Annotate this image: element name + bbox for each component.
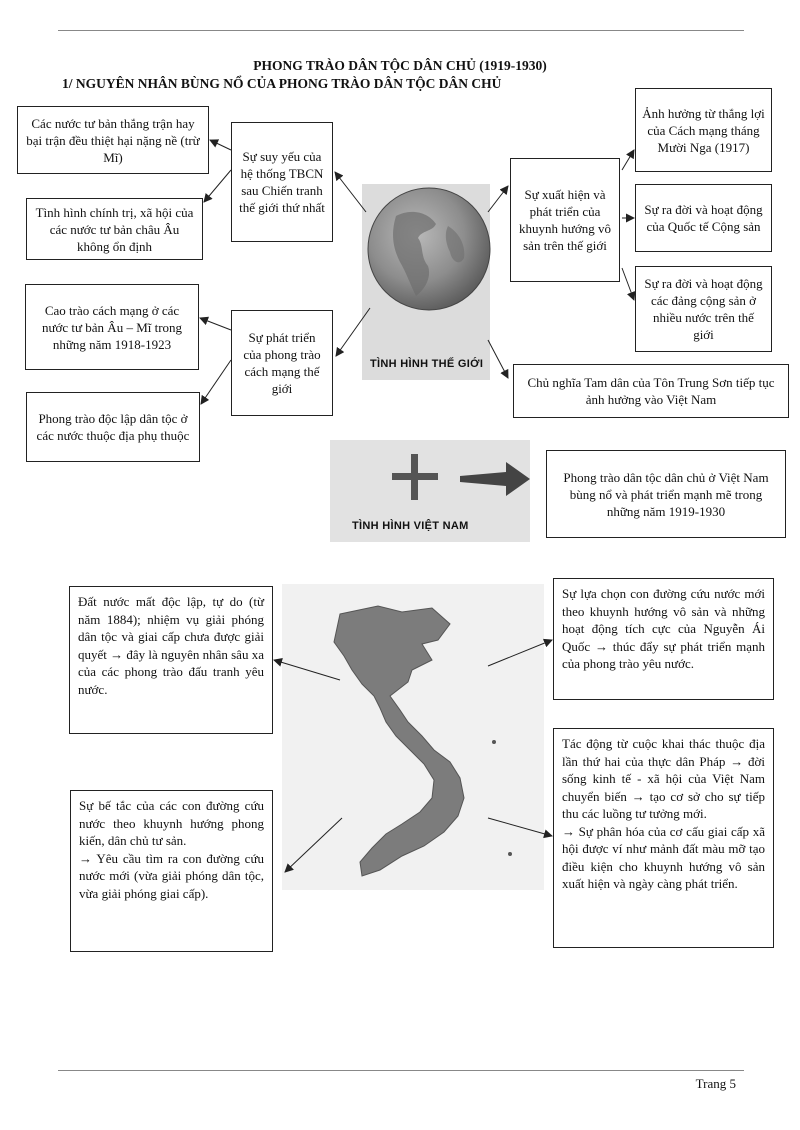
cause-box-independence-movement: Phong trào độc lập dân tộc ở các nước thuộc địa phụ thuộc — [26, 392, 200, 462]
cause-box-lost-independence: Đất nước mất độc lập, tự do (từ năm 1884); nhiệm vụ giải phóng dân tộc và giai cấp chưa được giải quyết → đây là nguyên nhân sâu xa của các phong trào đấu tranh yêu nước. — [69, 586, 273, 734]
cause-box-proletarian-trend: Sự xuất hiện và phát triển của khuynh hướng vô sản trên thế giới — [510, 158, 620, 282]
cause-box-comintern: Sự ra đời và hoạt động của Quốc tế Cộng sản — [635, 184, 772, 252]
globe-image — [366, 186, 492, 312]
world-caption: TÌNH HÌNH THẾ GIỚI — [370, 358, 484, 370]
cause-box-europe-instability: Tình hình chính trị, xã hội của các nước tư bản châu Âu không ổn định — [26, 198, 203, 260]
right-arrow-icon — [460, 462, 532, 496]
cause-box-colonial-exploitation: Tác động từ cuộc khai thác thuộc địa lần thứ hai của thực dân Pháp → đời sống kinh tế - xã hội của Việt Nam chuyển biến → tạo cơ sở cho sự tiếp thu các luồng tư tưởng mới. → Sự phân hóa của cơ cấu giai cấp xã hội được ví như mảnh đất màu mỡ tạo điều kiện cho khuynh hướng vô sản xuất hiện và ngày càng phát triển. — [553, 728, 774, 948]
bottom-rule — [58, 1070, 744, 1071]
page-number: Trang 5 — [695, 1076, 736, 1091]
cause-box-capitalism-weakening: Sự suy yếu của hệ thống TBCN sau Chiến tranh thế giới thứ nhất — [231, 122, 333, 242]
top-rule — [58, 30, 744, 31]
cause-box-october-revolution: Ảnh hưởng từ thắng lợi của Cách mạng tháng Mười Nga (1917) — [635, 88, 772, 172]
vietnam-map-image — [282, 584, 544, 890]
vietnam-caption: TÌNH HÌNH VIỆT NAM — [352, 520, 469, 532]
cause-box-capitalist-losses: Các nước tư bản thắng trận hay bại trận đều thiệt hại nặng nề (trừ Mĩ) — [17, 106, 209, 174]
page-title: PHONG TRÀO DÂN TỘC DÂN CHỦ (1919-1930) — [253, 58, 547, 73]
result-box: Phong trào dân tộc dân chủ ở Việt Nam bùng nổ và phát triển mạnh mẽ trong những năm 1919-1930 — [546, 450, 786, 538]
section-heading: 1/ NGUYÊN NHÂN BÙNG NỔ CỦA PHONG TRÀO DÂN TỘC DÂN CHỦ — [62, 76, 502, 91]
cause-box-deadlock: Sự bế tắc của các con đường cứu nước theo khuynh hướng phong kiến, dân chủ tư sản. → Yêu cầu tìm ra con đường cứu nước mới (vừa giải phóng dân tộc, vừa giải phóng giai cấp). — [70, 790, 273, 952]
plus-icon — [390, 452, 440, 502]
cause-box-nguyen-ai-quoc: Sự lựa chọn con đường cứu nước mới theo khuynh hướng vô sản và những hoạt động tích cực của Nguyễn Ái Quốc → thúc đẩy sự phát triển mạnh của phong trào yêu nước. — [553, 578, 774, 700]
cause-box-world-revolution: Sự phát triển của phong trào cách mạng thế giới — [231, 310, 333, 416]
cause-box-three-principles: Chủ nghĩa Tam dân của Tôn Trung Sơn tiếp tục ảnh hưởng vào Việt Nam — [513, 364, 789, 418]
cause-box-communist-parties: Sự ra đời và hoạt động các đảng cộng sản ở nhiều nước trên thế giới — [635, 266, 772, 352]
cause-box-revolution-wave: Cao trào cách mạng ở các nước tư bản Âu – Mĩ trong những năm 1918-1923 — [25, 284, 199, 370]
